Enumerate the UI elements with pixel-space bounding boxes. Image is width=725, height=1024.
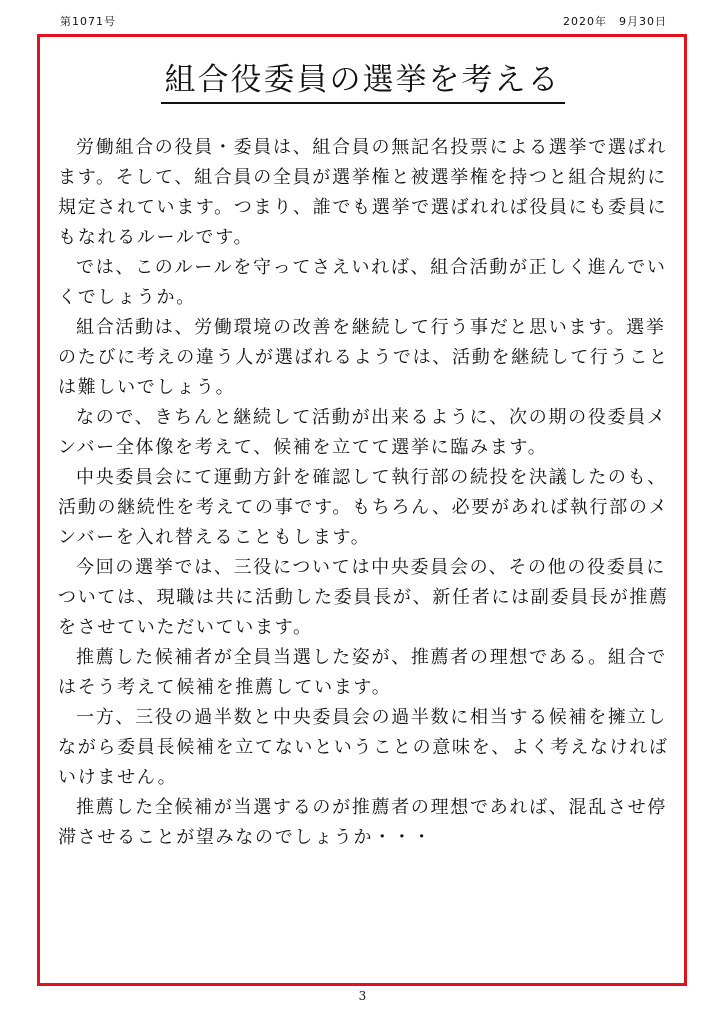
- article-title-block: [0, 60, 725, 104]
- paragraph-6: 今回の選挙では、三役については中央委員会の、その他の役委員に ついては、現職は共に活動した委員長が、新任者には副委員長が推薦 をさせていただいています。: [58, 557, 669, 638]
- issue-number: 第1071号: [60, 15, 116, 28]
- article-body: [58, 133, 670, 853]
- article-title: 組合役委員の選挙を考える: [161, 60, 565, 104]
- paragraph-5: 中央委員会にて運動方針を確認して執行部の続投を決議したのも、 活動の継続性を考えての事です。もちろん、必要があれば執行部のメ ンバーを入れ替えることもします。: [58, 467, 669, 548]
- issue-date: 2020年 9月30日: [563, 15, 667, 28]
- paragraph-8: 一方、三役の過半数と中央委員会の過半数に相当する候補を擁立し ながら委員長候補を立てないということの意味を、よく考えなければ いけません。: [58, 707, 669, 788]
- paragraph-4: なので、きちんと継続して活動が出来るように、次の期の役委員メ ンバー全体像を考えて、候補を立てて選挙に臨みます。: [58, 407, 667, 458]
- paragraph-2: では、このルールを守ってさえいれば、組合活動が正しく進んでい くでしょうか。: [58, 257, 667, 308]
- paragraph-9: 推薦した全候補が当選するのが推薦者の理想であれば、混乱させ停 滞させることが望みなのでしょうか・・・: [58, 797, 667, 848]
- paragraph-1: 労働組合の役員・委員は、組合員の無記名投票による選挙で選ばれ ます。そして、組合員の全員が選挙権と被選挙権を持つと組合規約に 規定されています。つまり、誰でも選挙で選ばれれば役員にも委員に もなれるルールです。: [58, 137, 668, 248]
- page-number: 3: [358, 989, 367, 1003]
- paragraph-3: 組合活動は、労働環境の改善を継続して行う事だと思います。選挙 のたびに考えの違う人が選ばれるようでは、活動を継続して行うこと は難しいでしょう。: [58, 317, 669, 398]
- paragraph-7: 推薦した候補者が全員当選した姿が、推薦者の理想である。組合で はそう考えて候補を推薦しています。: [58, 647, 667, 698]
